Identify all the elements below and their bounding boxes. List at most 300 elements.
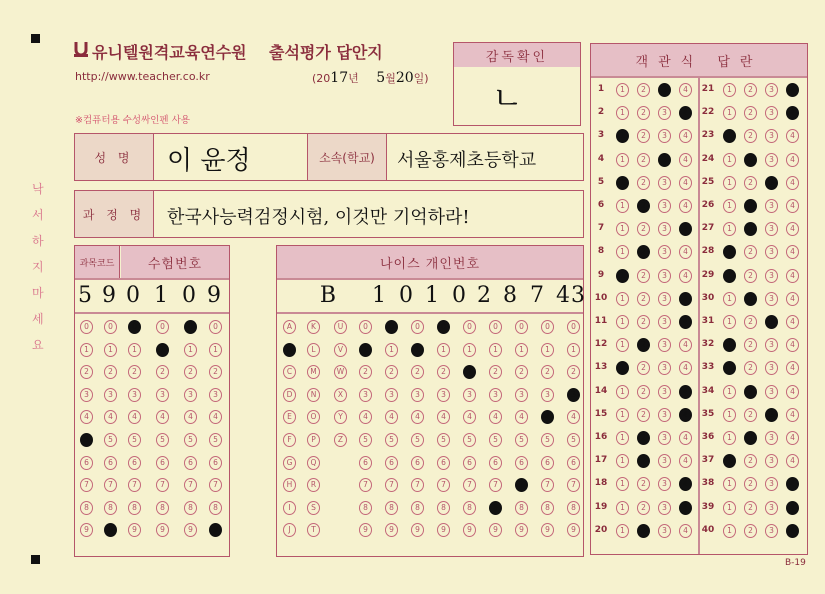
answer-bubble[interactable]: 4 <box>786 408 799 422</box>
neis-digit-bubble[interactable]: 7 <box>437 478 450 492</box>
answer-bubble[interactable]: 1 <box>723 361 736 375</box>
neis-digit-bubble[interactable]: 0 <box>541 320 554 334</box>
answer-bubble[interactable]: 1 <box>616 477 629 491</box>
neis-digit-bubble[interactable]: 4 <box>541 410 554 424</box>
exam-bubble[interactable]: 2 <box>184 365 197 379</box>
answer-bubble[interactable]: 4 <box>786 524 799 538</box>
answer-bubble[interactable]: 2 <box>637 524 650 538</box>
answer-bubble[interactable]: 1 <box>616 199 629 213</box>
answer-bubble[interactable]: 4 <box>786 153 799 167</box>
neis-digit-bubble[interactable]: 1 <box>411 343 424 357</box>
answer-bubble[interactable]: 1 <box>723 153 736 167</box>
answer-bubble[interactable]: 3 <box>658 501 671 515</box>
neis-digit-bubble[interactable]: 1 <box>385 343 398 357</box>
answer-bubble[interactable]: 2 <box>637 245 650 259</box>
neis-digit-bubble[interactable]: 6 <box>541 456 554 470</box>
answer-bubble[interactable]: 3 <box>765 153 778 167</box>
neis-digit-bubble[interactable]: 7 <box>463 478 476 492</box>
neis-digit-bubble[interactable]: 9 <box>411 523 424 537</box>
answer-bubble[interactable]: 1 <box>723 222 736 236</box>
neis-digit-bubble[interactable]: 6 <box>411 456 424 470</box>
exam-bubble[interactable]: 9 <box>156 523 169 537</box>
neis-letter-bubble[interactable]: G <box>283 456 296 470</box>
answer-bubble[interactable]: 2 <box>637 477 650 491</box>
answer-bubble[interactable]: 2 <box>744 477 757 491</box>
answer-bubble[interactable]: 1 <box>616 408 629 422</box>
answer-bubble[interactable]: 2 <box>744 501 757 515</box>
neis-digit-bubble[interactable]: 0 <box>489 320 502 334</box>
neis-letter-bubble[interactable]: B <box>283 343 296 357</box>
answer-bubble[interactable]: 1 <box>616 315 629 329</box>
answer-bubble[interactable]: 2 <box>744 408 757 422</box>
answer-bubble[interactable]: 1 <box>616 106 629 120</box>
answer-bubble[interactable]: 3 <box>658 454 671 468</box>
neis-letter-bubble[interactable]: S <box>307 501 320 515</box>
answer-bubble[interactable]: 4 <box>786 338 799 352</box>
exam-bubble[interactable]: 9 <box>184 523 197 537</box>
answer-bubble[interactable]: 2 <box>744 338 757 352</box>
neis-letter-bubble[interactable]: N <box>307 388 320 402</box>
exam-bubble[interactable]: 3 <box>128 388 141 402</box>
answer-bubble[interactable]: 2 <box>744 524 757 538</box>
answer-bubble[interactable]: 4 <box>786 269 799 283</box>
neis-digit-bubble[interactable]: 7 <box>567 478 580 492</box>
answer-bubble[interactable]: 3 <box>765 454 778 468</box>
answer-bubble[interactable]: 2 <box>744 269 757 283</box>
answer-bubble[interactable]: 4 <box>679 153 692 167</box>
answer-bubble[interactable]: 3 <box>765 315 778 329</box>
neis-digit-bubble[interactable]: 8 <box>463 501 476 515</box>
neis-digit-bubble[interactable]: 8 <box>411 501 424 515</box>
neis-digit-bubble[interactable]: 9 <box>489 523 502 537</box>
answer-bubble[interactable]: 4 <box>679 245 692 259</box>
answer-bubble[interactable]: 2 <box>637 338 650 352</box>
answer-bubble[interactable]: 4 <box>679 292 692 306</box>
answer-bubble[interactable]: 4 <box>679 129 692 143</box>
exam-bubble[interactable]: 7 <box>128 478 141 492</box>
neis-digit-bubble[interactable]: 3 <box>359 388 372 402</box>
answer-bubble[interactable]: 4 <box>786 222 799 236</box>
answer-bubble[interactable]: 3 <box>658 269 671 283</box>
neis-digit-bubble[interactable]: 4 <box>385 410 398 424</box>
exam-bubble[interactable]: 2 <box>209 365 222 379</box>
neis-letter-bubble[interactable]: T <box>307 523 320 537</box>
answer-bubble[interactable]: 3 <box>765 477 778 491</box>
neis-digit-bubble[interactable]: 3 <box>411 388 424 402</box>
answer-bubble[interactable]: 1 <box>616 501 629 515</box>
exam-bubble[interactable]: 5 <box>156 433 169 447</box>
answer-bubble[interactable]: 3 <box>765 524 778 538</box>
course-value[interactable]: 한국사능력검정시험, 이것만 기억하라! <box>167 207 470 228</box>
answer-bubble[interactable]: 1 <box>616 454 629 468</box>
answer-bubble[interactable]: 1 <box>723 199 736 213</box>
answer-bubble[interactable]: 1 <box>723 83 736 97</box>
neis-digit-bubble[interactable]: 5 <box>385 433 398 447</box>
answer-bubble[interactable]: 4 <box>786 361 799 375</box>
answer-bubble[interactable]: 1 <box>616 269 629 283</box>
answer-bubble[interactable]: 1 <box>723 315 736 329</box>
answer-bubble[interactable]: 1 <box>616 245 629 259</box>
neis-digit-bubble[interactable]: 1 <box>567 343 580 357</box>
exam-bubble[interactable]: 6 <box>156 456 169 470</box>
answer-bubble[interactable]: 2 <box>744 292 757 306</box>
exam-bubble[interactable]: 8 <box>156 501 169 515</box>
exam-bubble[interactable]: 1 <box>209 343 222 357</box>
website-url[interactable]: http://www.teacher.co.kr <box>75 70 210 83</box>
answer-bubble[interactable]: 4 <box>679 524 692 538</box>
answer-bubble[interactable]: 3 <box>658 83 671 97</box>
answer-bubble[interactable]: 1 <box>616 431 629 445</box>
exam-bubble[interactable]: 5 <box>209 433 222 447</box>
neis-digit-bubble[interactable]: 8 <box>515 501 528 515</box>
neis-digit-bubble[interactable]: 5 <box>489 433 502 447</box>
answer-bubble[interactable]: 1 <box>616 153 629 167</box>
answer-bubble[interactable]: 1 <box>723 477 736 491</box>
neis-letter-bubble[interactable]: X <box>334 388 347 402</box>
exam-bubble[interactable]: 7 <box>209 478 222 492</box>
answer-bubble[interactable]: 1 <box>723 454 736 468</box>
answer-bubble[interactable]: 4 <box>786 176 799 190</box>
answer-bubble[interactable]: 3 <box>658 315 671 329</box>
answer-bubble[interactable]: 2 <box>637 222 650 236</box>
neis-digit-bubble[interactable]: 3 <box>541 388 554 402</box>
answer-bubble[interactable]: 3 <box>765 269 778 283</box>
answer-bubble[interactable]: 4 <box>786 385 799 399</box>
exam-bubble[interactable]: 9 <box>209 523 222 537</box>
neis-digit-bubble[interactable]: 3 <box>463 388 476 402</box>
neis-digit-bubble[interactable]: 1 <box>463 343 476 357</box>
neis-digit-bubble[interactable]: 9 <box>567 523 580 537</box>
neis-digit-bubble[interactable]: 2 <box>567 365 580 379</box>
exam-bubble[interactable]: 4 <box>128 410 141 424</box>
exam-bubble[interactable]: 6 <box>209 456 222 470</box>
neis-letter-bubble[interactable]: O <box>307 410 320 424</box>
answer-bubble[interactable]: 3 <box>765 385 778 399</box>
exam-bubble[interactable]: 3 <box>209 388 222 402</box>
neis-digit-bubble[interactable]: 4 <box>359 410 372 424</box>
neis-digit-bubble[interactable]: 4 <box>463 410 476 424</box>
neis-digit-bubble[interactable]: 2 <box>463 365 476 379</box>
answer-bubble[interactable]: 2 <box>637 361 650 375</box>
neis-letter-bubble[interactable]: H <box>283 478 296 492</box>
answer-bubble[interactable]: 2 <box>744 176 757 190</box>
answer-bubble[interactable]: 2 <box>637 315 650 329</box>
neis-digit-bubble[interactable]: 9 <box>385 523 398 537</box>
exam-bubble[interactable]: 5 <box>184 433 197 447</box>
neis-letter-bubble[interactable]: Y <box>334 410 347 424</box>
exam-bubble[interactable]: 4 <box>209 410 222 424</box>
answer-bubble[interactable]: 4 <box>679 199 692 213</box>
answer-bubble[interactable]: 4 <box>786 315 799 329</box>
answer-bubble[interactable]: 3 <box>658 176 671 190</box>
answer-bubble[interactable]: 1 <box>723 129 736 143</box>
neis-letter-bubble[interactable]: A <box>283 320 296 334</box>
exam-bubble[interactable]: 7 <box>104 478 117 492</box>
answer-bubble[interactable]: 2 <box>637 385 650 399</box>
neis-letter-bubble[interactable]: V <box>334 343 347 357</box>
answer-bubble[interactable]: 1 <box>616 176 629 190</box>
exam-bubble[interactable]: 4 <box>156 410 169 424</box>
exam-bubble[interactable]: 8 <box>209 501 222 515</box>
exam-bubble[interactable]: 6 <box>80 456 93 470</box>
neis-digit-bubble[interactable]: 5 <box>463 433 476 447</box>
answer-bubble[interactable]: 3 <box>658 385 671 399</box>
neis-digit-bubble[interactable]: 3 <box>385 388 398 402</box>
neis-digit-bubble[interactable]: 8 <box>385 501 398 515</box>
neis-digit-bubble[interactable]: 2 <box>489 365 502 379</box>
neis-digit-bubble[interactable]: 1 <box>359 343 372 357</box>
answer-bubble[interactable]: 2 <box>744 129 757 143</box>
answer-bubble[interactable]: 1 <box>616 292 629 306</box>
exam-bubble[interactable]: 1 <box>156 343 169 357</box>
answer-bubble[interactable]: 2 <box>637 408 650 422</box>
neis-digit-bubble[interactable]: 0 <box>463 320 476 334</box>
exam-bubble[interactable]: 3 <box>80 388 93 402</box>
answer-bubble[interactable]: 4 <box>679 431 692 445</box>
neis-letter-bubble[interactable]: I <box>283 501 296 515</box>
answer-bubble[interactable]: 2 <box>637 454 650 468</box>
neis-digit-bubble[interactable]: 7 <box>385 478 398 492</box>
neis-digit-bubble[interactable]: 5 <box>541 433 554 447</box>
neis-digit-bubble[interactable]: 9 <box>359 523 372 537</box>
answer-bubble[interactable]: 2 <box>744 83 757 97</box>
neis-digit-bubble[interactable]: 1 <box>541 343 554 357</box>
exam-bubble[interactable]: 2 <box>104 365 117 379</box>
exam-bubble[interactable]: 0 <box>104 320 117 334</box>
neis-letter-bubble[interactable]: C <box>283 365 296 379</box>
answer-bubble[interactable]: 1 <box>616 524 629 538</box>
answer-bubble[interactable]: 2 <box>637 431 650 445</box>
exam-bubble[interactable]: 8 <box>80 501 93 515</box>
neis-digit-bubble[interactable]: 4 <box>437 410 450 424</box>
answer-bubble[interactable]: 4 <box>786 199 799 213</box>
answer-bubble[interactable]: 3 <box>765 501 778 515</box>
exam-bubble[interactable]: 5 <box>128 433 141 447</box>
answer-bubble[interactable]: 4 <box>786 106 799 120</box>
answer-bubble[interactable]: 4 <box>679 106 692 120</box>
answer-bubble[interactable]: 1 <box>723 408 736 422</box>
answer-bubble[interactable]: 1 <box>723 524 736 538</box>
answer-bubble[interactable]: 3 <box>765 106 778 120</box>
neis-letter-bubble[interactable]: L <box>307 343 320 357</box>
answer-bubble[interactable]: 3 <box>765 129 778 143</box>
exam-bubble[interactable]: 6 <box>184 456 197 470</box>
answer-bubble[interactable]: 1 <box>723 245 736 259</box>
neis-digit-bubble[interactable]: 6 <box>359 456 372 470</box>
neis-digit-bubble[interactable]: 5 <box>411 433 424 447</box>
answer-bubble[interactable]: 2 <box>637 199 650 213</box>
neis-digit-bubble[interactable]: 3 <box>567 388 580 402</box>
exam-bubble[interactable]: 8 <box>104 501 117 515</box>
answer-bubble[interactable]: 4 <box>786 245 799 259</box>
answer-bubble[interactable]: 1 <box>723 338 736 352</box>
answer-bubble[interactable]: 2 <box>637 269 650 283</box>
answer-bubble[interactable]: 1 <box>616 222 629 236</box>
answer-bubble[interactable]: 4 <box>679 315 692 329</box>
answer-bubble[interactable]: 2 <box>744 431 757 445</box>
neis-digit-bubble[interactable]: 8 <box>541 501 554 515</box>
neis-digit-bubble[interactable]: 2 <box>541 365 554 379</box>
neis-digit-bubble[interactable]: 0 <box>437 320 450 334</box>
neis-digit-bubble[interactable]: 9 <box>437 523 450 537</box>
name-value[interactable]: 이 윤정 <box>167 146 251 176</box>
answer-bubble[interactable]: 3 <box>765 83 778 97</box>
exam-bubble[interactable]: 1 <box>104 343 117 357</box>
answer-bubble[interactable]: 1 <box>723 292 736 306</box>
answer-bubble[interactable]: 3 <box>658 361 671 375</box>
neis-digit-bubble[interactable]: 8 <box>567 501 580 515</box>
neis-letter-bubble[interactable]: W <box>334 365 347 379</box>
answer-bubble[interactable]: 1 <box>616 129 629 143</box>
answer-bubble[interactable]: 2 <box>637 106 650 120</box>
neis-digit-bubble[interactable]: 0 <box>385 320 398 334</box>
exam-bubble[interactable]: 3 <box>184 388 197 402</box>
neis-letter-bubble[interactable]: U <box>334 320 347 334</box>
answer-bubble[interactable]: 1 <box>723 431 736 445</box>
exam-bubble[interactable]: 4 <box>184 410 197 424</box>
neis-digit-bubble[interactable]: 6 <box>489 456 502 470</box>
exam-bubble[interactable]: 9 <box>104 523 117 537</box>
neis-digit-bubble[interactable]: 9 <box>463 523 476 537</box>
neis-digit-bubble[interactable]: 5 <box>359 433 372 447</box>
answer-bubble[interactable]: 2 <box>637 129 650 143</box>
answer-bubble[interactable]: 4 <box>786 431 799 445</box>
answer-bubble[interactable]: 3 <box>765 361 778 375</box>
answer-bubble[interactable]: 1 <box>723 106 736 120</box>
answer-bubble[interactable]: 3 <box>658 408 671 422</box>
answer-bubble[interactable]: 1 <box>616 385 629 399</box>
answer-bubble[interactable]: 2 <box>744 106 757 120</box>
neis-digit-bubble[interactable]: 9 <box>515 523 528 537</box>
answer-bubble[interactable]: 3 <box>658 245 671 259</box>
neis-digit-bubble[interactable]: 6 <box>515 456 528 470</box>
neis-digit-bubble[interactable]: 6 <box>463 456 476 470</box>
neis-digit-bubble[interactable]: 9 <box>541 523 554 537</box>
affiliation-value[interactable]: 서울홍제초등학교 <box>397 150 537 171</box>
answer-bubble[interactable]: 2 <box>744 361 757 375</box>
exam-bubble[interactable]: 9 <box>128 523 141 537</box>
neis-digit-bubble[interactable]: 5 <box>567 433 580 447</box>
answer-bubble[interactable]: 4 <box>679 501 692 515</box>
neis-digit-bubble[interactable]: 6 <box>567 456 580 470</box>
neis-letter-bubble[interactable]: Q <box>307 456 320 470</box>
exam-bubble[interactable]: 8 <box>128 501 141 515</box>
exam-bubble[interactable]: 0 <box>156 320 169 334</box>
answer-bubble[interactable]: 4 <box>679 361 692 375</box>
neis-digit-bubble[interactable]: 8 <box>437 501 450 515</box>
neis-letter-bubble[interactable]: J <box>283 523 296 537</box>
neis-digit-bubble[interactable]: 2 <box>437 365 450 379</box>
answer-bubble[interactable]: 3 <box>765 245 778 259</box>
answer-bubble[interactable]: 3 <box>765 292 778 306</box>
exam-bubble[interactable]: 4 <box>80 410 93 424</box>
answer-bubble[interactable]: 3 <box>658 431 671 445</box>
answer-bubble[interactable]: 1 <box>723 501 736 515</box>
answer-bubble[interactable]: 3 <box>658 338 671 352</box>
neis-letter-bubble[interactable]: F <box>283 433 296 447</box>
answer-bubble[interactable]: 3 <box>658 153 671 167</box>
neis-digit-bubble[interactable]: 4 <box>411 410 424 424</box>
exam-bubble[interactable]: 0 <box>128 320 141 334</box>
exam-bubble[interactable]: 3 <box>104 388 117 402</box>
neis-digit-bubble[interactable]: 3 <box>489 388 502 402</box>
neis-digit-bubble[interactable]: 0 <box>411 320 424 334</box>
answer-bubble[interactable]: 1 <box>723 385 736 399</box>
answer-bubble[interactable]: 2 <box>637 153 650 167</box>
answer-bubble[interactable]: 4 <box>679 338 692 352</box>
neis-digit-bubble[interactable]: 0 <box>515 320 528 334</box>
answer-bubble[interactable]: 3 <box>658 524 671 538</box>
answer-bubble[interactable]: 4 <box>786 454 799 468</box>
exam-bubble[interactable]: 6 <box>128 456 141 470</box>
neis-digit-bubble[interactable]: 1 <box>489 343 502 357</box>
neis-digit-bubble[interactable]: 7 <box>411 478 424 492</box>
exam-bubble[interactable]: 0 <box>184 320 197 334</box>
neis-letter-bubble[interactable]: E <box>283 410 296 424</box>
neis-digit-bubble[interactable]: 3 <box>437 388 450 402</box>
neis-digit-bubble[interactable]: 2 <box>385 365 398 379</box>
neis-digit-bubble[interactable]: 2 <box>411 365 424 379</box>
exam-bubble[interactable]: 2 <box>128 365 141 379</box>
neis-letter-bubble[interactable]: Z <box>334 433 347 447</box>
neis-letter-bubble[interactable]: R <box>307 478 320 492</box>
exam-bubble[interactable]: 1 <box>80 343 93 357</box>
exam-bubble[interactable]: 2 <box>156 365 169 379</box>
answer-bubble[interactable]: 3 <box>658 292 671 306</box>
answer-bubble[interactable]: 3 <box>765 222 778 236</box>
answer-bubble[interactable]: 4 <box>679 408 692 422</box>
answer-bubble[interactable]: 2 <box>744 385 757 399</box>
neis-digit-bubble[interactable]: 2 <box>359 365 372 379</box>
exam-bubble[interactable]: 5 <box>104 433 117 447</box>
exam-bubble[interactable]: 7 <box>184 478 197 492</box>
neis-digit-bubble[interactable]: 0 <box>359 320 372 334</box>
answer-bubble[interactable]: 3 <box>765 408 778 422</box>
neis-digit-bubble[interactable]: 4 <box>515 410 528 424</box>
answer-bubble[interactable]: 3 <box>658 129 671 143</box>
neis-letter-bubble[interactable]: P <box>307 433 320 447</box>
exam-bubble[interactable]: 7 <box>156 478 169 492</box>
answer-bubble[interactable]: 3 <box>658 106 671 120</box>
answer-bubble[interactable]: 3 <box>765 338 778 352</box>
neis-digit-bubble[interactable]: 8 <box>359 501 372 515</box>
exam-bubble[interactable]: 5 <box>80 433 93 447</box>
answer-bubble[interactable]: 3 <box>765 199 778 213</box>
neis-digit-bubble[interactable]: 5 <box>437 433 450 447</box>
answer-bubble[interactable]: 4 <box>679 385 692 399</box>
answer-bubble[interactable]: 4 <box>786 477 799 491</box>
answer-bubble[interactable]: 1 <box>723 176 736 190</box>
answer-bubble[interactable]: 4 <box>679 176 692 190</box>
neis-digit-bubble[interactable]: 4 <box>567 410 580 424</box>
exam-bubble[interactable]: 1 <box>128 343 141 357</box>
answer-bubble[interactable]: 3 <box>765 176 778 190</box>
answer-bubble[interactable]: 2 <box>637 292 650 306</box>
answer-bubble[interactable]: 2 <box>744 199 757 213</box>
neis-letter-bubble[interactable]: K <box>307 320 320 334</box>
answer-bubble[interactable]: 1 <box>616 361 629 375</box>
neis-digit-bubble[interactable]: 2 <box>515 365 528 379</box>
answer-bubble[interactable]: 2 <box>744 153 757 167</box>
answer-bubble[interactable]: 1 <box>616 338 629 352</box>
answer-bubble[interactable]: 2 <box>637 176 650 190</box>
exam-bubble[interactable]: 9 <box>80 523 93 537</box>
answer-bubble[interactable]: 4 <box>786 292 799 306</box>
neis-letter-bubble[interactable]: M <box>307 365 320 379</box>
answer-bubble[interactable]: 2 <box>744 245 757 259</box>
exam-bubble[interactable]: 2 <box>80 365 93 379</box>
neis-digit-bubble[interactable]: 0 <box>567 320 580 334</box>
